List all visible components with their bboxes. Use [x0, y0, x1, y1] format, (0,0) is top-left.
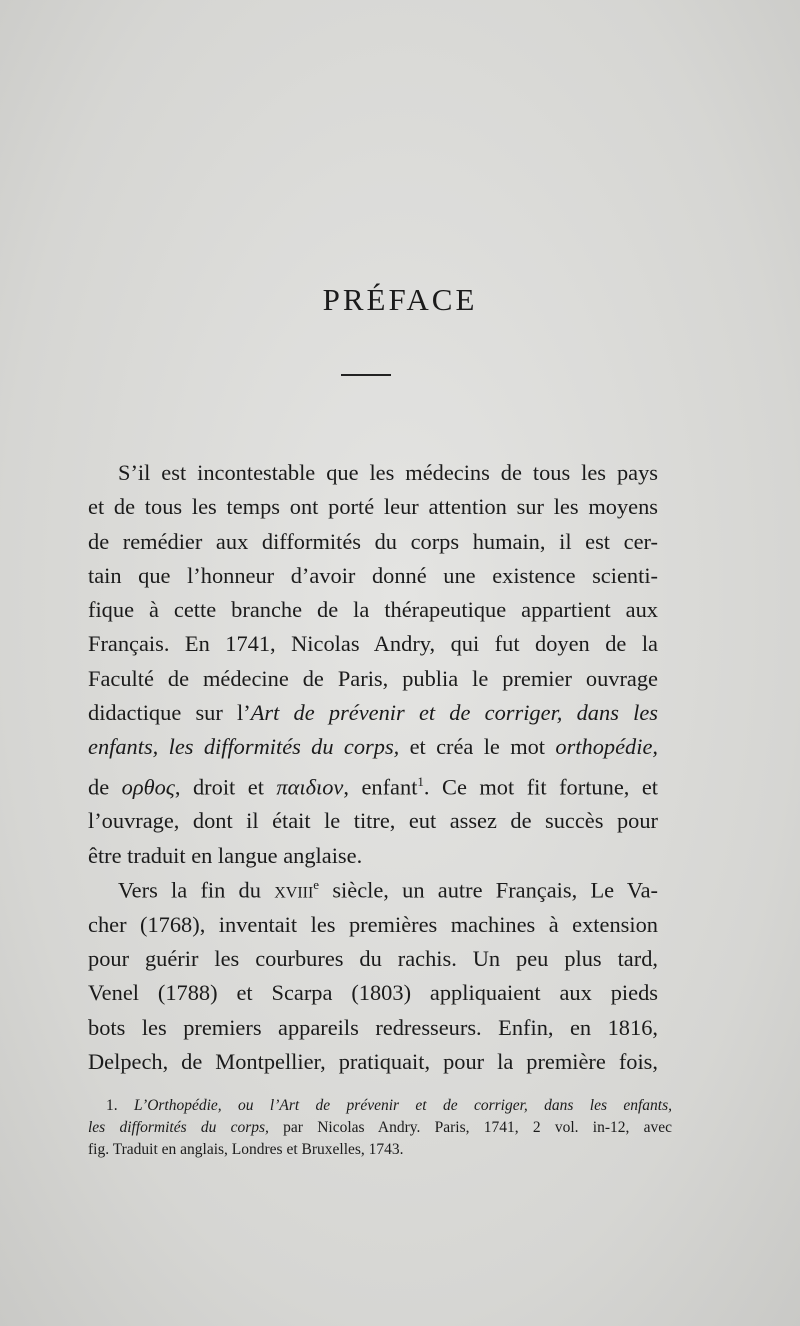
text-run: de [88, 774, 122, 800]
italic-title-run: L’Orthopédie, ou l’Art de prévenir et de corriger, dans les enfants, [134, 1097, 672, 1114]
text-line: Delpech, de Montpellier, pratiquait, pour la première fois, [88, 1048, 658, 1074]
text-run: et créa le mot [399, 734, 556, 760]
italic-title-run: enfants, les difformités du corps, [88, 734, 400, 760]
footnote-ref[interactable]: 1 [417, 773, 424, 789]
italic-title-run: Art de prévenir et de corriger, dans les [250, 700, 658, 726]
text-line: cher (1768), inventait les premières machines à extension [88, 911, 658, 937]
text-line: de remédier aux difformités du corps humain, il est cer- [88, 528, 658, 554]
text-run: par Nicolas Andry. Paris, 1741, 2 vol. in-12, avec [268, 1119, 672, 1136]
text-line: fique à cette branche de la thérapeutique appartient aux [88, 597, 658, 623]
text-line: bots les premiers appareils redresseurs. Enfin, en 1816, [88, 1014, 658, 1040]
text-run: didactique sur l’ [88, 700, 251, 726]
text-run: . Ce mot fit fortune, et [423, 774, 659, 800]
paragraph-1 [88, 456, 658, 873]
text-line: S’il est incontestable que les médecins de tous les pays [118, 460, 658, 485]
text-run: siècle, un autre Français, Le Va- [319, 877, 658, 903]
text-line: Français. En 1741, Nicolas Andry, qui fut doyen de la [88, 631, 658, 657]
century-numeral: xviii [274, 877, 314, 903]
text-run: , droit et [174, 774, 277, 800]
footnote-line [88, 1095, 672, 1117]
page-title: PRÉFACE [322, 282, 478, 317]
italic-title-run: les difformités du corps, [88, 1119, 269, 1136]
text-line [88, 696, 658, 730]
text-line [88, 765, 658, 805]
greek-word: παιδιον [276, 774, 344, 800]
text-line: et de tous les temps ont porté leur attention sur les moyens [88, 494, 658, 520]
text-line: tain que l’honneur d’avoir donné une existence scienti- [88, 562, 658, 588]
text-line [88, 730, 658, 764]
greek-word: ορθος [121, 774, 175, 800]
text-line: être traduit en langue anglaise. [88, 842, 363, 868]
text-line: Faculté de médecine de Paris, publia le premier ouvrage [88, 665, 658, 691]
italic-word: orthopédie, [555, 734, 658, 760]
footnote [88, 1095, 672, 1161]
footnote-line: fig. Traduit en anglais, Londres et Bruxelles, 1743. [88, 1141, 404, 1158]
text-line: l’ouvrage, dont il était le titre, eut assez de succès pour [88, 808, 658, 834]
text-line: pour guérir les courbures du rachis. Un peu plus tard, [88, 946, 658, 972]
paragraph-2 [88, 868, 658, 1079]
ordinal-suffix: e [313, 877, 320, 892]
footnote-line [88, 1117, 672, 1139]
text-line [88, 868, 658, 908]
text-run: , enfant [343, 774, 418, 800]
footnote-number: 1. [106, 1097, 134, 1114]
text-line: Venel (1788) et Scarpa (1803) appliquaient aux pieds [88, 980, 658, 1006]
text-run: Vers la fin du [118, 877, 275, 903]
title-rule [341, 374, 391, 376]
